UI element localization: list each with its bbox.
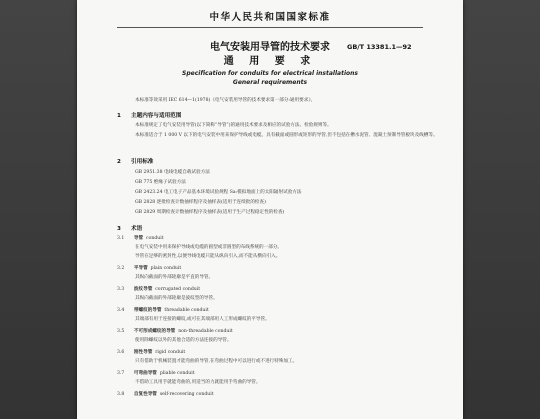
reference-item: GB 2829 周期检查计数抽样程序及抽样表(适用于生产过程稳定性的检查) — [135, 210, 285, 215]
section-title: 主题内容与适用范围 — [131, 113, 182, 119]
intro-text: 本标准等效采用 IEC 614—1(1978)《电气安装用导管的技术要求第一部分:通用要求》。 — [135, 98, 316, 103]
term-english: pliable conduit — [159, 371, 195, 376]
section-number: 3 — [117, 226, 121, 232]
term-english: conduit — [146, 236, 164, 241]
term-3-5 — [117, 329, 233, 335]
english-title-line1: Specification for conduits for electrical installations — [182, 70, 358, 77]
term-english: plain conduit — [150, 266, 182, 271]
term-3-8 — [117, 392, 214, 398]
section-title: 引用标准 — [131, 159, 154, 165]
document-page — [77, 0, 463, 419]
section-1-heading — [117, 111, 181, 119]
term-number: 3.1 — [117, 236, 125, 241]
standard-number: GB/T 13381.1—92 — [347, 43, 412, 51]
term-name: 不可形成螺纹的导管 — [133, 329, 176, 334]
term-number: 3.5 — [117, 329, 125, 334]
term-number: 3.4 — [117, 308, 125, 313]
english-title-line2: General requirements — [232, 79, 308, 86]
section-number: 2 — [117, 159, 121, 165]
reference-item: GB 2828 逐批检查计数抽样程序及抽样表(适用于连续批的检查) — [135, 200, 266, 205]
term-3-2 — [117, 266, 181, 272]
reference-item: GB 2951.38 电线电缆自载试验方法 — [135, 170, 210, 175]
term-name: 平导管 — [133, 266, 148, 271]
term-english: non-threadable conduit — [178, 329, 233, 334]
section-3-heading — [117, 224, 142, 232]
title-line2: 通 用 要 求 — [223, 56, 317, 67]
term-description: 只有借助于机械装置才能弯曲的导管,在弯曲过程中可以进行或不进行特殊加工。 — [135, 359, 298, 364]
term-name: 自复性导管 — [133, 392, 157, 397]
term-number: 3.2 — [117, 266, 125, 271]
standard-header: 中华人民共和国国家标准 — [209, 12, 331, 23]
term-name: 带螺纹的导管 — [133, 308, 162, 313]
term-english: threadable conduit — [164, 308, 209, 313]
header-rule — [117, 27, 423, 28]
term-number: 3.3 — [117, 287, 125, 292]
term-description: 导管在足够的密封性,以便导线电缆只能从纵向引入,而不能从横向引入。 — [135, 254, 281, 259]
term-english: self-recovering conduit — [159, 392, 214, 397]
term-name: 波纹导管 — [133, 287, 153, 292]
reference-item: GB 775 绝缘子试验方法 — [135, 180, 186, 185]
term-name: 刚性导管 — [133, 350, 153, 355]
reference-item: GB 2423.24 电工电子产品基本环境试验规程 Sa:模拟地面上的太阳辐射试验方法 — [135, 190, 302, 195]
term-description: 使用除螺纹以外的其他合适的方法连接的导管。 — [135, 338, 232, 343]
term-3-7 — [117, 371, 195, 377]
term-3-3 — [117, 287, 200, 293]
term-description: 其纵向截面的外部轮廓是波纹型的导管。 — [135, 296, 218, 301]
term-description: 不借助工具用手就能弯曲的,用适当的力就能用手弯曲的导管。 — [135, 380, 261, 385]
section-1-paragraph-2: 本标准适合于 1 000 V 以下的电气安装中用来保护导线或电缆、具有截面或圆形或矩形的导管,但不包括在槽水泥管、混凝土预制导管板块及线槽等。 — [135, 133, 438, 138]
term-description: 其端部有用于连接的螺纹,或可在其端部用人工形成螺纹的平导管。 — [135, 317, 270, 322]
section-title: 术语 — [131, 226, 143, 232]
term-english: corrugated conduit — [155, 287, 201, 292]
section-1-paragraph-1: 本标准规定了电气安装用导管(以下简称“导管”)的通用技术要求及相应的试验方法、检验规则等。 — [135, 123, 332, 128]
term-name: 可弯曲导管 — [133, 371, 157, 376]
term-description: 在电气安装中用来保护导线或电缆的圆型或非圆型的布线系统的一部分。 — [135, 245, 283, 250]
term-name: 导管 — [133, 236, 144, 241]
section-2-heading — [117, 157, 153, 165]
term-3-4 — [117, 308, 209, 314]
term-3-1 — [117, 236, 164, 242]
term-3-6 — [117, 350, 185, 356]
section-number: 1 — [117, 113, 121, 119]
term-number: 3.8 — [117, 392, 125, 397]
term-number: 3.7 — [117, 371, 125, 376]
term-english: rigid conduit — [155, 350, 186, 355]
term-number: 3.6 — [117, 350, 125, 355]
title-line1: 电气安装用导管的技术要求 — [210, 42, 330, 53]
term-description: 其纵向截面的外部轮廓是平直的导管。 — [135, 275, 214, 280]
